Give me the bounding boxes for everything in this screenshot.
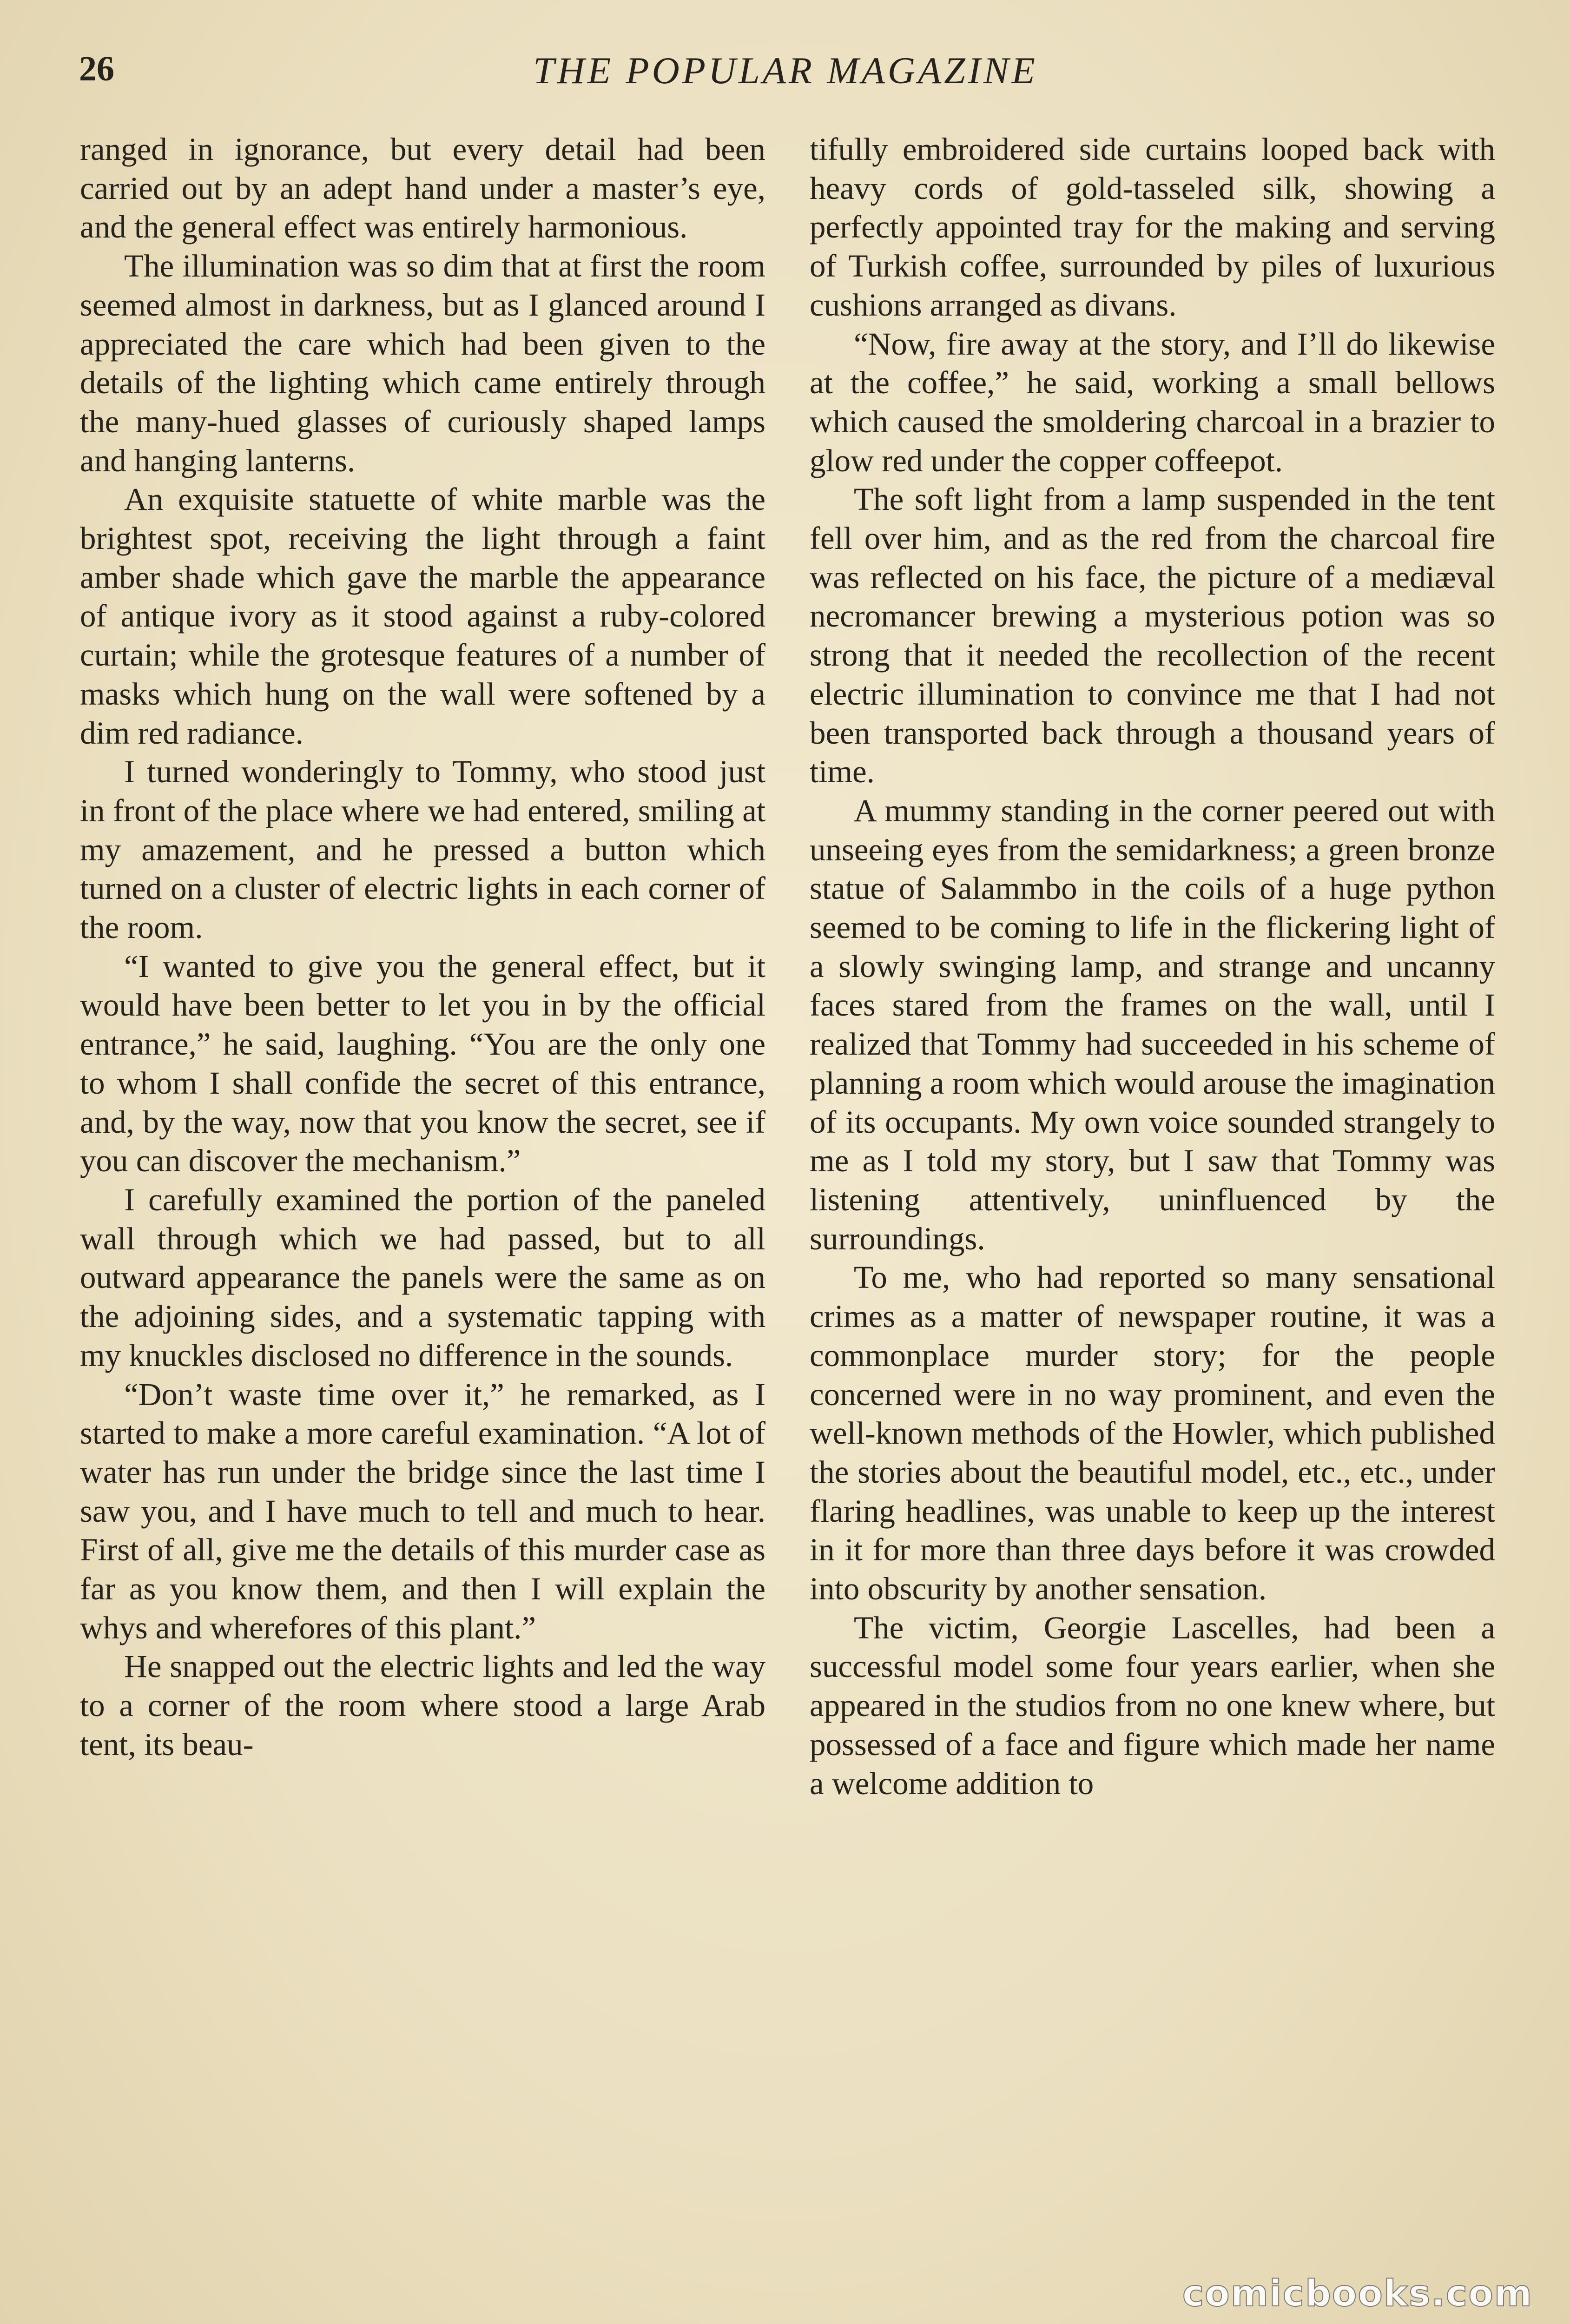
paragraph: ranged in ignorance, but every detail had been carried out by an adept hand under a master’s eye, and the general effect was entirely harmonious. — [80, 132, 765, 245]
paragraph: An exquisite statuette of white marble was the brightest spot, receiving the light through a faint amber shade which gave the marble the appearance of antique ivory as it stood against a ruby-colored curtain; while the grotesque features of a number of masks which hung on the wall were softened by a dim red radiance. — [80, 482, 765, 751]
paragraph: “I wanted to give you the general effect, but it would have been better to let you in by the official entrance,” he said, laughing. “You are the only one to whom I shall confide the secret of this entrance, and, by the way, now that you know the secret, see if you can discover the mechanism.” — [80, 948, 765, 1179]
paragraph: The victim, Georgie Lascelles, had been a successful model some four years earlier, when she appeared in the studios from no one knew where, but possessed of a face and figure which made her name a welcome addition to — [810, 1610, 1495, 1801]
running-title: THE POPULAR MAGAZINE — [533, 49, 1038, 92]
page-number: 26 — [79, 49, 114, 88]
paragraph: “Now, fire away at the story, and I’ll do likewise at the coffee,” he said, working a small bellows which caused the smoldering charcoal in a brazier to glow red under the copper coffeepot. — [810, 326, 1495, 478]
right-column — [810, 130, 1495, 1801]
paragraph: tifully embroidered side curtains looped back with heavy cords of gold-tasseled silk, showing a perfectly appointed tray for the making and serving of Turkish coffee, surrounded by piles of luxurious cushions arranged as divans. — [810, 132, 1495, 323]
watermark: comicbooks.com — [1182, 2273, 1533, 2315]
paragraph: “Don’t waste time over it,” he remarked, as I started to make a more careful examination. “A lot of water has run under the bridge since the last time I saw you, and I have much to tell and much to hear. First of all, give me the details of this murder case as far as you know them, and then I will explain the whys and wherefores of this plant.” — [80, 1376, 765, 1645]
paragraph: To me, who had reported so many sensational crimes as a matter of newspaper routine, it was a commonplace murder story; for the people concerned were in no way prominent, and even the well-known methods of the Howler, which published the stories about the beautiful model, etc., etc., under flaring headlines, was unable to keep up the interest in it for more than three days before it was crowded into obscurity by another sensation. — [810, 1260, 1495, 1607]
paragraph: The illumination was so dim that at first the room seemed almost in darkness, but as I glanced around I appreciated the care which had been given to the details of the lighting which came entirely through the many-hued glasses of curiously shaped lamps and hanging lanterns. — [80, 248, 765, 478]
left-column — [80, 130, 765, 1764]
paragraph: I carefully examined the portion of the paneled wall through which we had passed, but to all outward appearance the panels were the same as on the adjoining sides, and a systematic tapping with my knuckles disclosed no difference in the sounds. — [80, 1182, 765, 1373]
paragraph: A mummy standing in the corner peered out with unseeing eyes from the semidarkness; a green bronze statue of Salammbo in the coils of a huge python seemed to be coming to life in the flickering light of a slowly swinging lamp, and strange and uncanny faces stared from the frames on the wall, until I realized that Tommy had succeeded in his scheme of planning a room which would arouse the imagination of its occupants. My own voice sounded strangely to me as I told my story, but I saw that Tommy was listening attentively, uninfluenced by the surroundings. — [810, 792, 1495, 1256]
paragraph: I turned wonderingly to Tommy, who stood just in front of the place where we had entered, smiling at my amazement, and he pressed a button which turned on a cluster of electric lights in each corner of the room. — [80, 754, 765, 945]
page-header — [79, 44, 1492, 100]
paragraph: The soft light from a lamp suspended in the tent fell over him, and as the red from the charcoal fire was reflected on his face, the picture of a mediæval necromancer brewing a mysterious potion was so strong that it needed the recollection of the recent electric illumination to convince me that I had not been transported back through a thousand years of time. — [810, 482, 1495, 790]
paragraph: He snapped out the electric lights and led the way to a corner of the room where stood a large Arab tent, its beau- — [80, 1649, 765, 1762]
